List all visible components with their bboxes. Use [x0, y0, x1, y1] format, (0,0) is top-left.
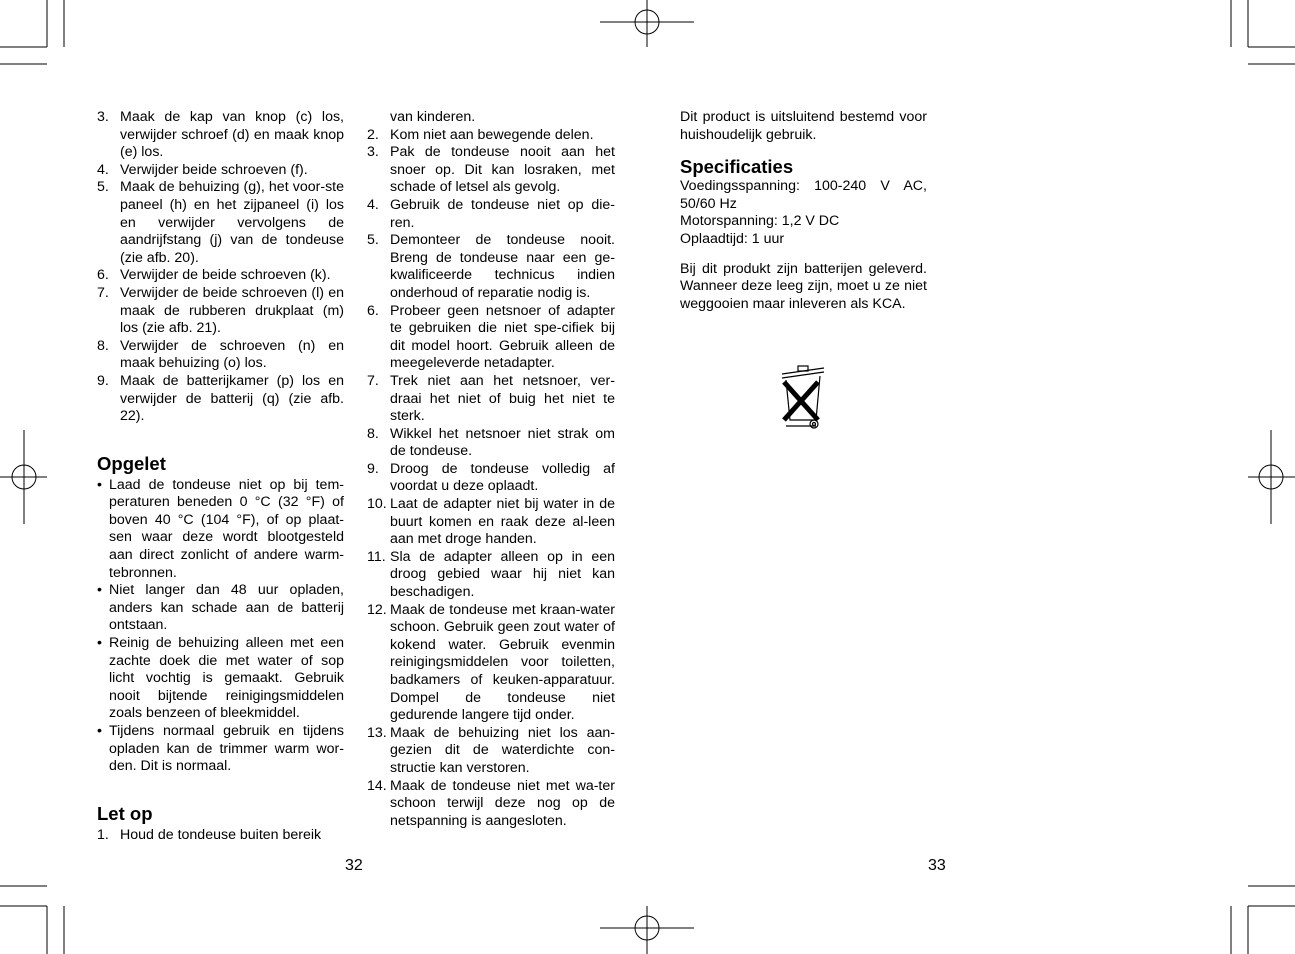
list-item: 7. Verwijder de beide schroeven (l) en maak de rubberen drukplaat (m) los (zie afb. 21). [97, 284, 344, 337]
right-column [680, 109, 927, 313]
spec-line: Voedingsspanning: 100-240 V AC, 50/60 Hz [680, 178, 927, 212]
list-item: 9. Droog de tondeuse volledig af voordat u deze oplaadt. [367, 460, 615, 495]
list-item: 4. Gebruik de tondeuse niet op die-ren. [367, 196, 615, 231]
list-item: 3. Pak de tondeuse nooit aan het snoer op. Dit kan losraken, met schade of letsel als gevolg. [367, 144, 615, 196]
list-item: 10. Laat de adapter niet bij water in de buurt komen en raak deze al-leen aan met droge handen. [367, 496, 615, 548]
list-item: 7. Trek niet aan het netsnoer, ver-draai het niet of buig het niet te sterk. [367, 372, 615, 425]
list-item: 14. Maak de tondeuse niet met wa-ter schoon terwijl deze nog op de netspanning is aangesloten. [367, 777, 615, 829]
left-column [97, 109, 344, 844]
bullet-icon: • [97, 635, 102, 652]
page-number-left: 32 [345, 857, 363, 874]
list-item: 9. Maak de batterijkamer (p) los en verwijder de batterij (q) (zie afb. 22). [97, 372, 344, 425]
list-item: 6. Probeer geen netsnoer of adapter te gebruiken die niet spe-cifiek bij dit model hoort. Gebruik alleen de meegeleverde netadapter. [367, 302, 615, 372]
list-item: 5. Maak de behuizing (g), het voor-ste paneel (h) en het zijpaneel (i) los en verwijder vervolgens de aandrijfstang (j) van de tondeuse (zie afb. 20). [97, 179, 344, 266]
bullet-item: • Reinig de behuizing alleen met een zachte doek die met water of sop licht vochtig is gemaakt. Gebruik nooit bijtende reinigingsmiddelen zoals benzeen of bleekmiddel. [97, 635, 344, 722]
list-item: 2. Kom niet aan bewegende delen. [367, 126, 594, 143]
crossed-out-wheeled-bin-icon [776, 364, 832, 432]
intro-text: Dit product is uitsluitend bestemd voor huishoudelijk gebruik. [680, 109, 927, 143]
opgelet-heading: Opgelet [97, 452, 166, 474]
list-item: 11. Sla de adapter alleen op in een droog gebied waar hij niet kan beschadigen. [367, 548, 615, 601]
middle-column [367, 109, 615, 830]
bullet-icon: • [97, 582, 102, 599]
spec-line: Oplaadtijd: 1 uur [680, 230, 785, 247]
list-item: 8. Wikkel het netsnoer niet strak om de tondeuse. [367, 425, 615, 460]
list-item: 4. Verwijder beide schroeven (f). [97, 161, 308, 178]
bullet-icon: • [97, 723, 102, 739]
list-item: 12. Maak de tondeuse met kraan-water schoon. Gebruik geen zout water of kokend water. Gebruik evenmin reinigingsmiddelen voor toiletten, badkamers of keuken-apparatuur. Dompel de tondeuse niet gedurende langere tijd onder. [367, 601, 615, 724]
list-item: 6. Verwijder de beide schroeven (k). [97, 267, 331, 284]
list-item: 8. Verwijder de schroeven (n) en maak behuizing (o) los. [97, 337, 344, 372]
list-item: 3. Maak de kap van knop (c) los, verwijder schroef (d) en maak knop (e) los. [97, 109, 344, 161]
list-item: 5. Demonteer de tondeuse nooit. Breng de tondeuse naar een ge-kwalificeerde technicus indien onderhoud of reparatie nodig is. [367, 232, 615, 301]
bullet-item: • Niet langer dan 48 uur opladen, anders kan schade aan de batterij ontstaan. [97, 582, 344, 634]
list-item-continuation: van kinderen. [390, 109, 476, 125]
list-item: 1. Houd de tondeuse buiten bereik [97, 826, 322, 843]
list-item: 13. Maak de behuizing niet los aan-gezien dit de waterdichte con-structie kan verstoren. [367, 724, 615, 776]
spec-line: Motorspanning: 1,2 V DC [680, 213, 840, 230]
bullet-item: • Tijdens normaal gebruik en tijdens opladen kan de trimmer warm wor-den. Dit is normaal. [97, 723, 344, 775]
bullet-icon: • [97, 476, 102, 493]
spec-heading: Specificaties [680, 156, 794, 178]
battery-note: Bij dit produkt zijn batterijen geleverd. Wanneer deze leeg zijn, moet u ze niet weggooien maar inleveren als KCA. [680, 260, 927, 312]
letop-heading: Let op [97, 802, 153, 824]
bullet-item: • Laad de tondeuse niet op bij tem-peraturen beneden 0 °C (32 °F) of boven 40 °C (104 °F), of op plaat-sen waar deze wordt blootgesteld aan direct zonlicht of andere warm-tebronnen. [97, 476, 344, 581]
page-number-right: 33 [928, 857, 946, 874]
